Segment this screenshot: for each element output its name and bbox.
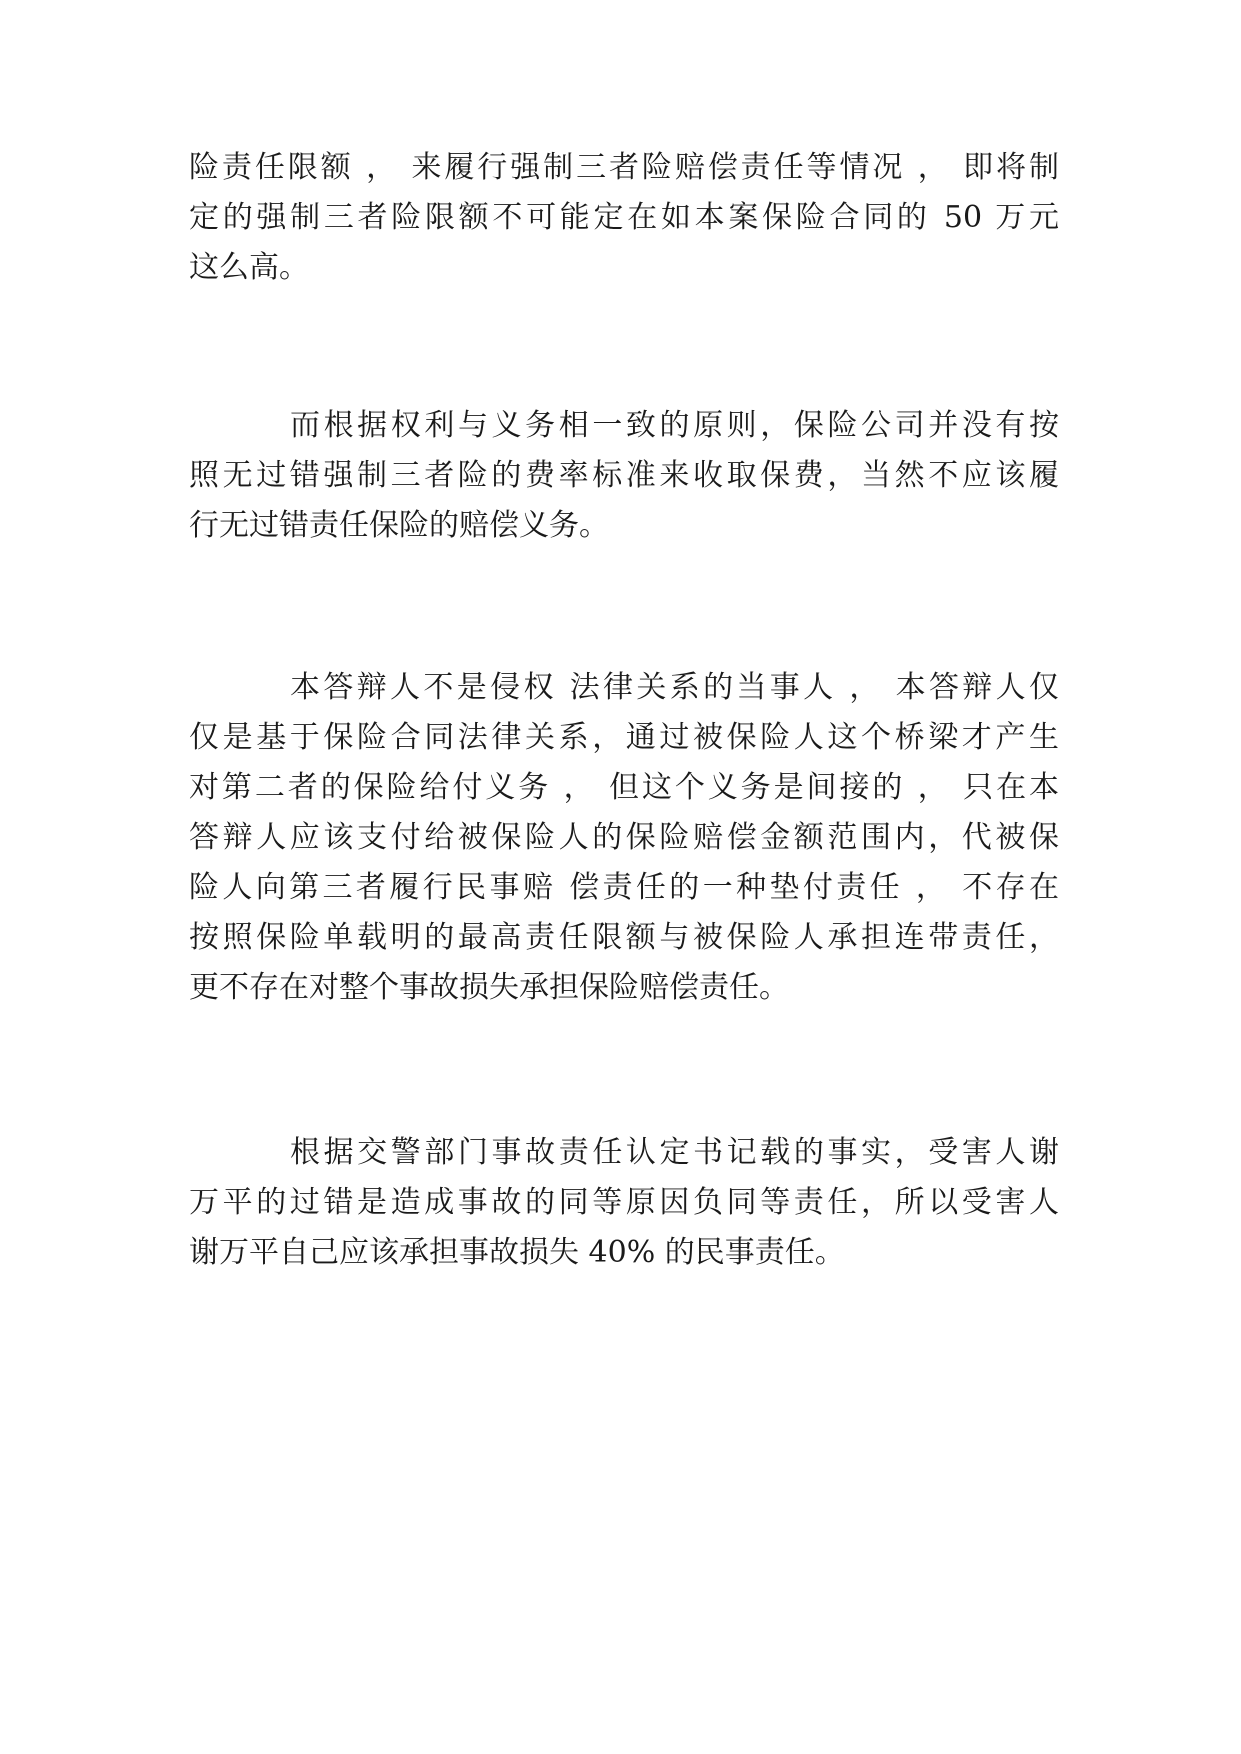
paragraph-line: 对第二者的保险给付义务 ， 但这个义务是间接的 ， 只在本 <box>189 770 1059 805</box>
paragraph-line: 险人向第三者履行民事赔 偿责任的一种垫付责任 ， 不存在 <box>189 870 1059 905</box>
paragraph-line: 行无过错责任保险的赔偿义务。 <box>189 508 609 543</box>
paragraph-line: 谢万平自己应该承担事故损失 40% 的民事责任。 <box>189 1235 845 1270</box>
paragraph-line: 万平的过错是造成事故的同等原因负同等责任，所以受害人 <box>189 1185 1059 1220</box>
paragraph-line: 本答辩人不是侵权 法律关系的当事人 ， 本答辩人仅 <box>290 670 1059 705</box>
paragraph-line: 这么高。 <box>189 250 309 285</box>
paragraph-line: 根据交警部门事故责任认定书记载的事实，受害人谢 <box>290 1135 1059 1170</box>
paragraph-line: 更不存在对整个事故损失承担保险赔偿责任。 <box>189 970 789 1005</box>
paragraph-line: 定的强制三者险限额不可能定在如本案保险合同的 50 万元 <box>189 200 1059 235</box>
paragraph-line: 仅是基于保险合同法律关系，通过被保险人这个桥梁才产生 <box>189 720 1059 755</box>
paragraph-line: 照无过错强制三者险的费率标准来收取保费，当然不应该履 <box>189 458 1059 493</box>
paragraph-line: 答辩人应该支付给被保险人的保险赔偿金额范围内，代被保 <box>189 820 1059 855</box>
paragraph-line: 而根据权利与义务相一致的原则，保险公司并没有按 <box>290 408 1059 443</box>
paragraph-line: 险责任限额 ， 来履行强制三者险赔偿责任等情况 ， 即将制 <box>189 150 1059 185</box>
paragraph-line: 按照保险单载明的最高责任限额与被保险人承担连带责任， <box>189 920 1059 955</box>
